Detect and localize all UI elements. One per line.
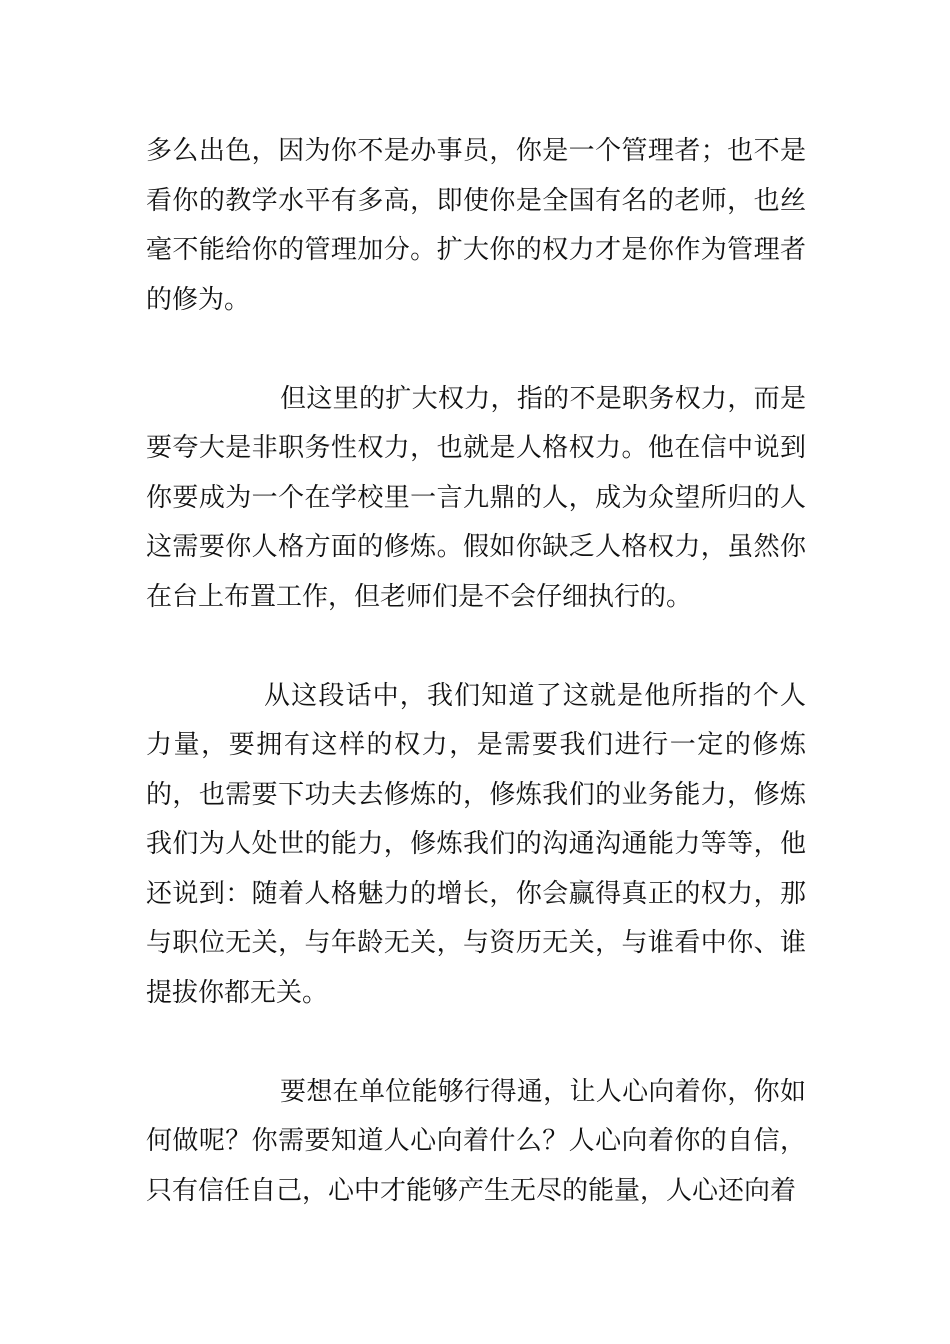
document-body xyxy=(146,127,806,1216)
paragraph-spacer xyxy=(146,325,806,375)
paragraph-1: 多么出色，因为你不是办事员，你是一个管理者；也不是看你的教学水平有多高，即使你是全国有名的老师，也丝毫不能给你的管理加分。扩大你的权力才是你作为管理者的修为。 xyxy=(146,136,806,315)
paragraph-3: 从这段话中，我们知道了这就是他所指的个人力量，要拥有这样的权力，是需要我们进行一定的修炼的，也需要下功夫去修炼的，修炼我们的业务能力，修炼我们为人处世的能力，修炼我们的沟通沟通能力等等，他还说到：随着人格魅力的增长，你会赢得真正的权力，那与职位无关，与年龄无关，与资历无关，与谁看中你、谁提拔你都无关。 xyxy=(146,680,806,1008)
paragraph-spacer xyxy=(146,622,806,672)
paragraph-2: 但这里的扩大权力，指的不是职务权力，而是要夸大是非职务性权力，也就是人格权力。他在信中说到你要成为一个在学校里一言九鼎的人，成为众望所归的人这需要你人格方面的修炼。假如你缺乏人格权力，虽然你在台上布置工作，但老师们是不会仔细执行的。 xyxy=(146,383,806,612)
paragraph-spacer xyxy=(146,1018,806,1068)
paragraph-4: 要想在单位能够行得通，让人心向着你，你如何做呢？你需要知道人心向着什么？人心向着你的自信，只有信任自己，心中才能够产生无尽的能量，人心还向着 xyxy=(146,1076,806,1206)
